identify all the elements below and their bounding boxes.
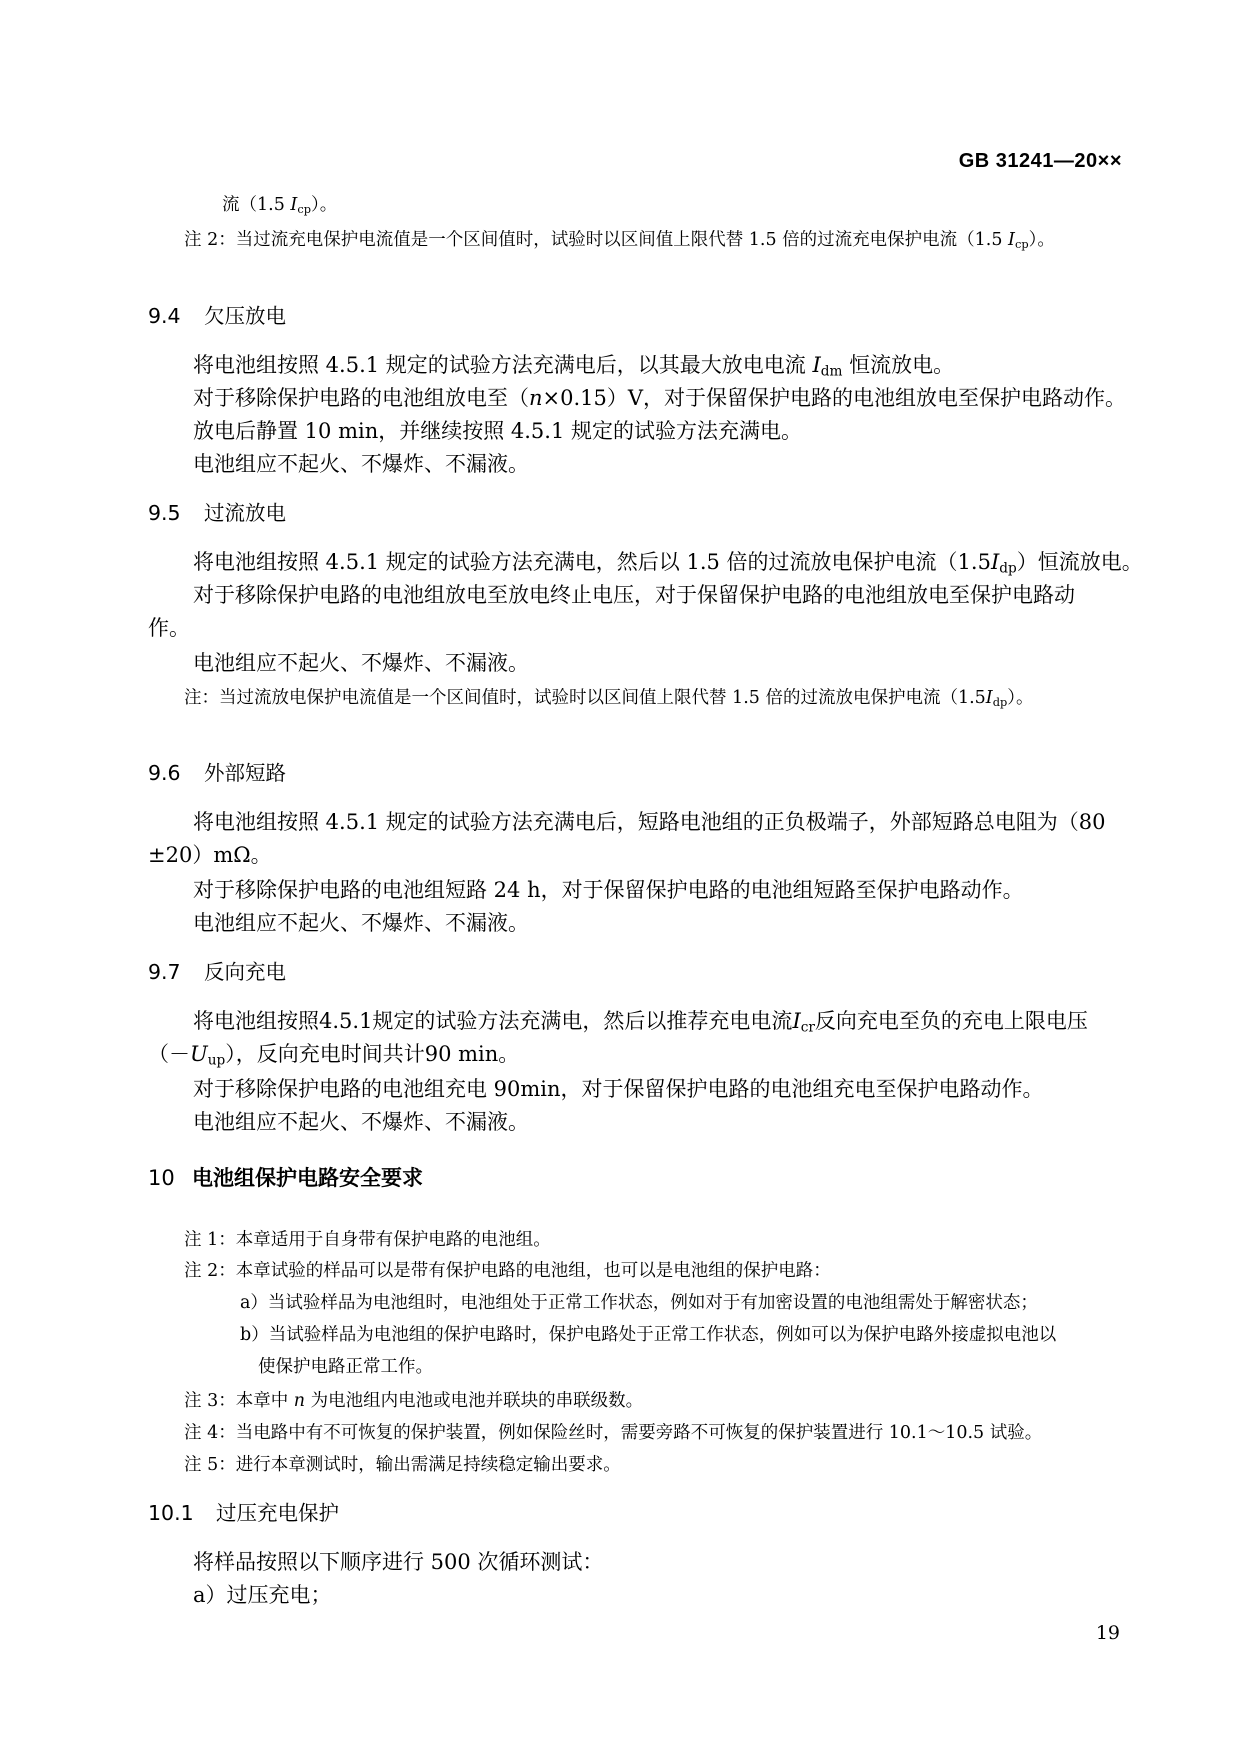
paragraph: 将电池组按照 4.5.1 规定的试验方法充满电，然后以 1.5 倍的过流放电保护电流$(1.5I_{dp})$恒流放电。	[193, 550, 1143, 577]
paragraph: 电池组应不起火、不爆炸、不漏液。	[193, 651, 529, 675]
note-overcurrent-discharge: 注：当过流放电保护电流值是一个区间值时，试验时以区间值上限代替 1.5 倍的过流放电保护电流$(1.5I_{dp})$。	[184, 688, 1034, 709]
note-2-item-b-cont: 使保护电路正常工作。	[258, 1357, 433, 1377]
page-number: 19	[1095, 1622, 1120, 1644]
paragraph: 对于移除保护电路的电池组短路 24 h，对于保留保护电路的电池组短路至保护电路动作。	[193, 878, 1024, 902]
paragraph: 将电池组按照 4.5.1 规定的试验方法充满电后，短路电池组的正负极端子，外部短路总电阻为（80	[193, 810, 1106, 834]
paragraph: 将样品按照以下顺序进行 500 次循环测试：	[193, 1550, 604, 1574]
paragraph: 将电池组按照4.5.1规定的试验方法充满电，然后以推荐充电电流$I_{cr}$反向充电至负的充电上限电压	[193, 1009, 1088, 1036]
paragraph: 对于移除保护电路的电池组充电 90min，对于保留保护电路的电池组充电至保护电路动作。	[193, 1077, 1044, 1101]
note-1: 注 1：本章适用于自身带有保护电路的电池组。	[184, 1230, 551, 1250]
standard-number-header: GB 31241—20××	[958, 150, 1122, 172]
paragraph: $(-U_{up})$，反向充电时间共计90 min。	[148, 1042, 520, 1069]
paragraph: 对于移除保护电路的电池组放电至放电终止电压，对于保留保护电路的电池组放电至保护电路动	[193, 583, 1075, 607]
note-5: 注 5：进行本章测试时，输出需满足持续稳定输出要求。	[184, 1455, 621, 1475]
section-heading-9-4: 9.4 欠压放电	[148, 304, 286, 328]
section-heading-9-6: 9.6 外部短路	[148, 761, 286, 785]
note-3: 注 3：本章中 n 为电池组内电池或电池并联块的串联级数。	[184, 1391, 644, 1411]
paragraph: 电池组应不起火、不爆炸、不漏液。	[193, 452, 529, 476]
section-heading-9-5: 9.5 过流放电	[148, 501, 286, 525]
paragraph: ±20）mΩ。	[148, 843, 272, 867]
note-2: 注 2：本章试验的样品可以是带有保护电路的电池组，也可以是电池组的保护电路：	[184, 1261, 831, 1281]
paragraph: 电池组应不起火、不爆炸、不漏液。	[193, 911, 529, 935]
section-heading-10-1: 10.1 过压充电保护	[148, 1501, 339, 1525]
note-4: 注 4：当电路中有不可恢复的保护装置，例如保险丝时，需要旁路不可恢复的保护装置进行 10.1～10.5 试验。	[184, 1423, 1043, 1443]
paragraph: 电池组应不起火、不爆炸、不漏液。	[193, 1110, 529, 1134]
note-2-item-b: b）当试验样品为电池组的保护电路时，保护电路处于正常工作状态，例如可以为保护电路外接虚拟电池以	[240, 1325, 1057, 1345]
note-2-overcurrent-charge: 注 2：当过流充电保护电流值是一个区间值时，试验时以区间值上限代替 1.5 倍的过流充电保护电流（1.5 $I_{cp}$）。	[184, 230, 1055, 251]
paragraph: 作。	[148, 616, 190, 640]
section-heading-9-7: 9.7 反向充电	[148, 960, 286, 984]
paragraph: 将电池组按照 4.5.1 规定的试验方法充满电后，以其最大放电电流 $I_{dm}$ 恒流放电。	[193, 353, 955, 380]
paragraph: 对于移除保护电路的电池组放电至（n×0.15）V，对于保留保护电路的电池组放电至保护电路动作。	[193, 386, 1127, 410]
chapter-heading-10: 10 电池组保护电路安全要求	[148, 1166, 423, 1190]
list-item: a）过压充电；	[193, 1583, 332, 1607]
note-2-item-a: a）当试验样品为电池组时，电池组处于正常工作状态，例如对于有加密设置的电池组需处于解密状态；	[240, 1293, 1038, 1313]
paragraph: 放电后静置 10 min，并继续按照 4.5.1 规定的试验方法充满电。	[193, 419, 803, 443]
continued-text-line: 流（1.5 $I_{cp}$）。	[222, 195, 338, 216]
